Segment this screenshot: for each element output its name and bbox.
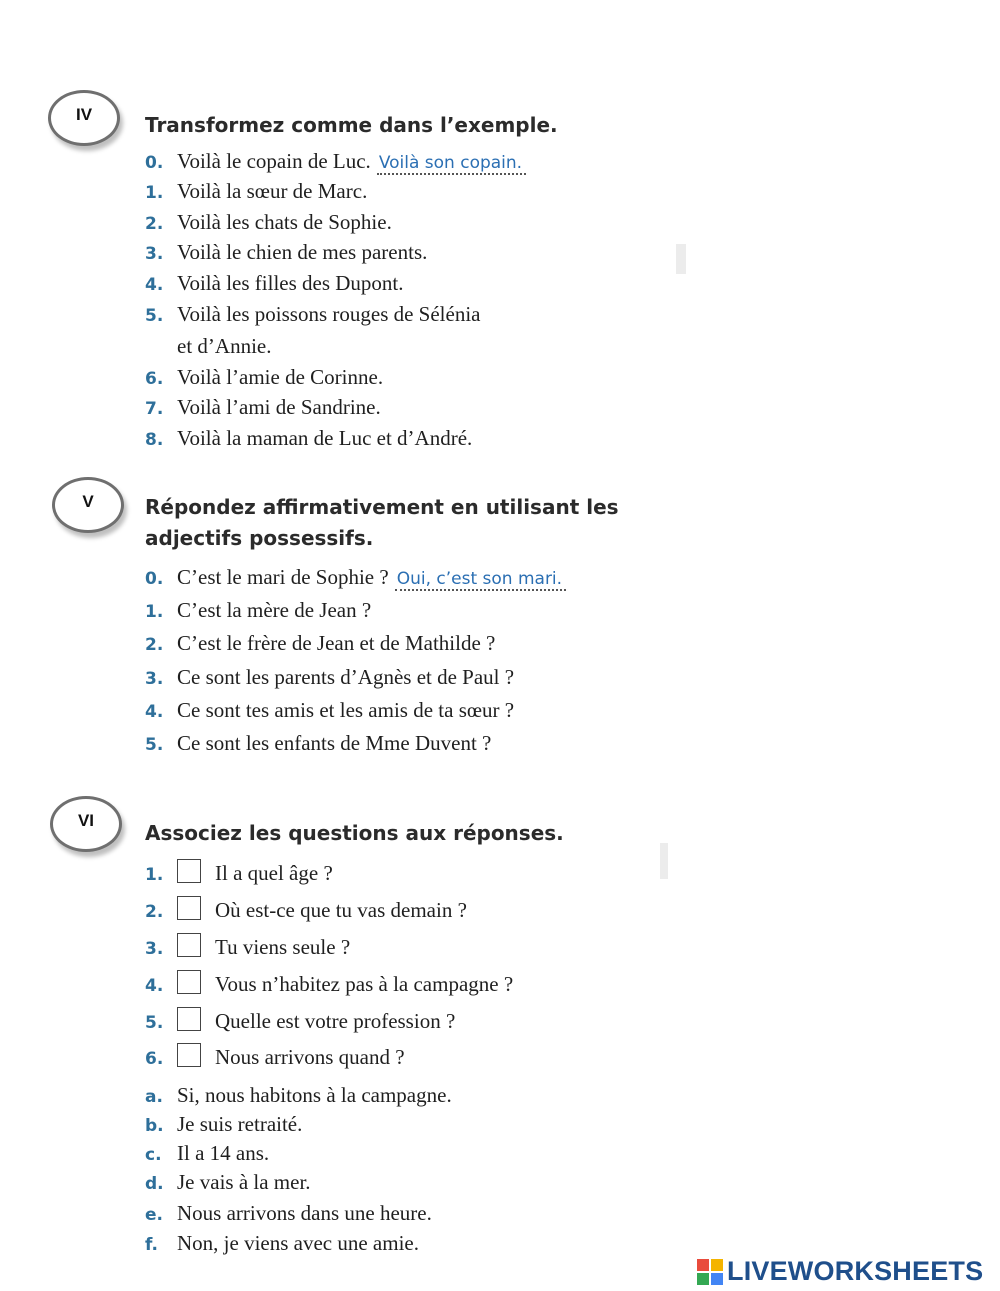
- question-item: 6. Nous arrivons quand ?: [145, 1045, 405, 1069]
- exercise-item: 2. C’est le frère de Jean et de Mathilde ?: [145, 631, 496, 655]
- exercise-item: 5. Voilà les poissons rouges de Sélénia: [145, 302, 481, 326]
- exercise-item: 4. Voilà les filles des Dupont.: [145, 271, 404, 295]
- exercise-item: 3. Voilà le chien de mes parents.: [145, 240, 428, 264]
- answer-checkbox[interactable]: [177, 896, 201, 920]
- exercise-item: 6. Voilà l’amie de Corinne.: [145, 365, 384, 389]
- liveworksheets-logo[interactable]: [697, 1256, 983, 1287]
- logo-square: [697, 1273, 709, 1285]
- answer-checkbox[interactable]: [177, 859, 201, 883]
- exercise-item: 1. C’est la mère de Jean ?: [145, 598, 372, 622]
- section-badge-iv: IV: [48, 90, 120, 146]
- answer-item: a. Si, nous habitons à la campagne.: [145, 1083, 452, 1107]
- answer-item: b. Je suis retraité.: [145, 1112, 303, 1136]
- question-item: 3. Tu viens seule ?: [145, 935, 351, 959]
- question-item: 2. Où est-ce que tu vas demain ?: [145, 898, 467, 922]
- section-badge-vi: VI: [50, 796, 122, 852]
- logo-square: [697, 1259, 709, 1271]
- exercise-item: 0. C’est le mari de Sophie ? Oui, c’est son mari.: [145, 562, 566, 594]
- answer-item: e. Nous arrivons dans une heure.: [145, 1201, 432, 1225]
- answer-checkbox[interactable]: [177, 970, 201, 994]
- answer-checkbox[interactable]: [177, 1043, 201, 1067]
- exercise-item: 7. Voilà l’ami de Sandrine.: [145, 395, 381, 419]
- exercise-item: 8. Voilà la maman de Luc et d’André.: [145, 426, 473, 450]
- logo-square: [711, 1273, 723, 1285]
- logo-mark-icon: [697, 1259, 723, 1285]
- exercise-item: 3. Ce sont les parents d’Agnès et de Paul ?: [145, 665, 515, 689]
- exercise-item: 1. Voilà la sœur de Marc.: [145, 179, 368, 203]
- section-vi-heading: Associez les questions aux réponses.: [145, 821, 564, 845]
- section-iv-heading: Transformez comme dans l’exemple.: [145, 113, 558, 137]
- example-answer: Oui, c’est son mari.: [395, 569, 566, 591]
- question-item: 1. Il a quel âge ?: [145, 861, 333, 885]
- logo-square: [711, 1259, 723, 1271]
- section-badge-v: V: [52, 477, 124, 533]
- section-v-heading: Répondez affirmativement en utilisant les adjectifs possessifs.: [145, 495, 619, 550]
- exercise-item: 5. Ce sont les enfants de Mme Duvent ?: [145, 731, 492, 755]
- exercise-item: 0. Voilà le copain de Luc. Voilà son copain.: [145, 146, 526, 178]
- logo-text: LIVEWORKSHEETS: [727, 1256, 984, 1286]
- example-answer: Voilà son copain.: [377, 153, 526, 175]
- exercise-item-continuation: et d’Annie.: [177, 334, 272, 358]
- answer-item: f. Non, je viens avec une amie.: [145, 1231, 419, 1255]
- question-item: 5. Quelle est votre profession ?: [145, 1009, 456, 1033]
- answer-checkbox[interactable]: [177, 1007, 201, 1031]
- exercise-item: 4. Ce sont tes amis et les amis de ta sœur ?: [145, 698, 515, 722]
- answer-checkbox[interactable]: [177, 933, 201, 957]
- bleed-through-mark: [676, 244, 686, 274]
- answer-item: c. Il a 14 ans.: [145, 1141, 270, 1165]
- answer-item: d. Je vais à la mer.: [145, 1170, 311, 1194]
- question-item: 4. Vous n’habitez pas à la campagne ?: [145, 972, 514, 996]
- exercise-item: 2. Voilà les chats de Sophie.: [145, 210, 392, 234]
